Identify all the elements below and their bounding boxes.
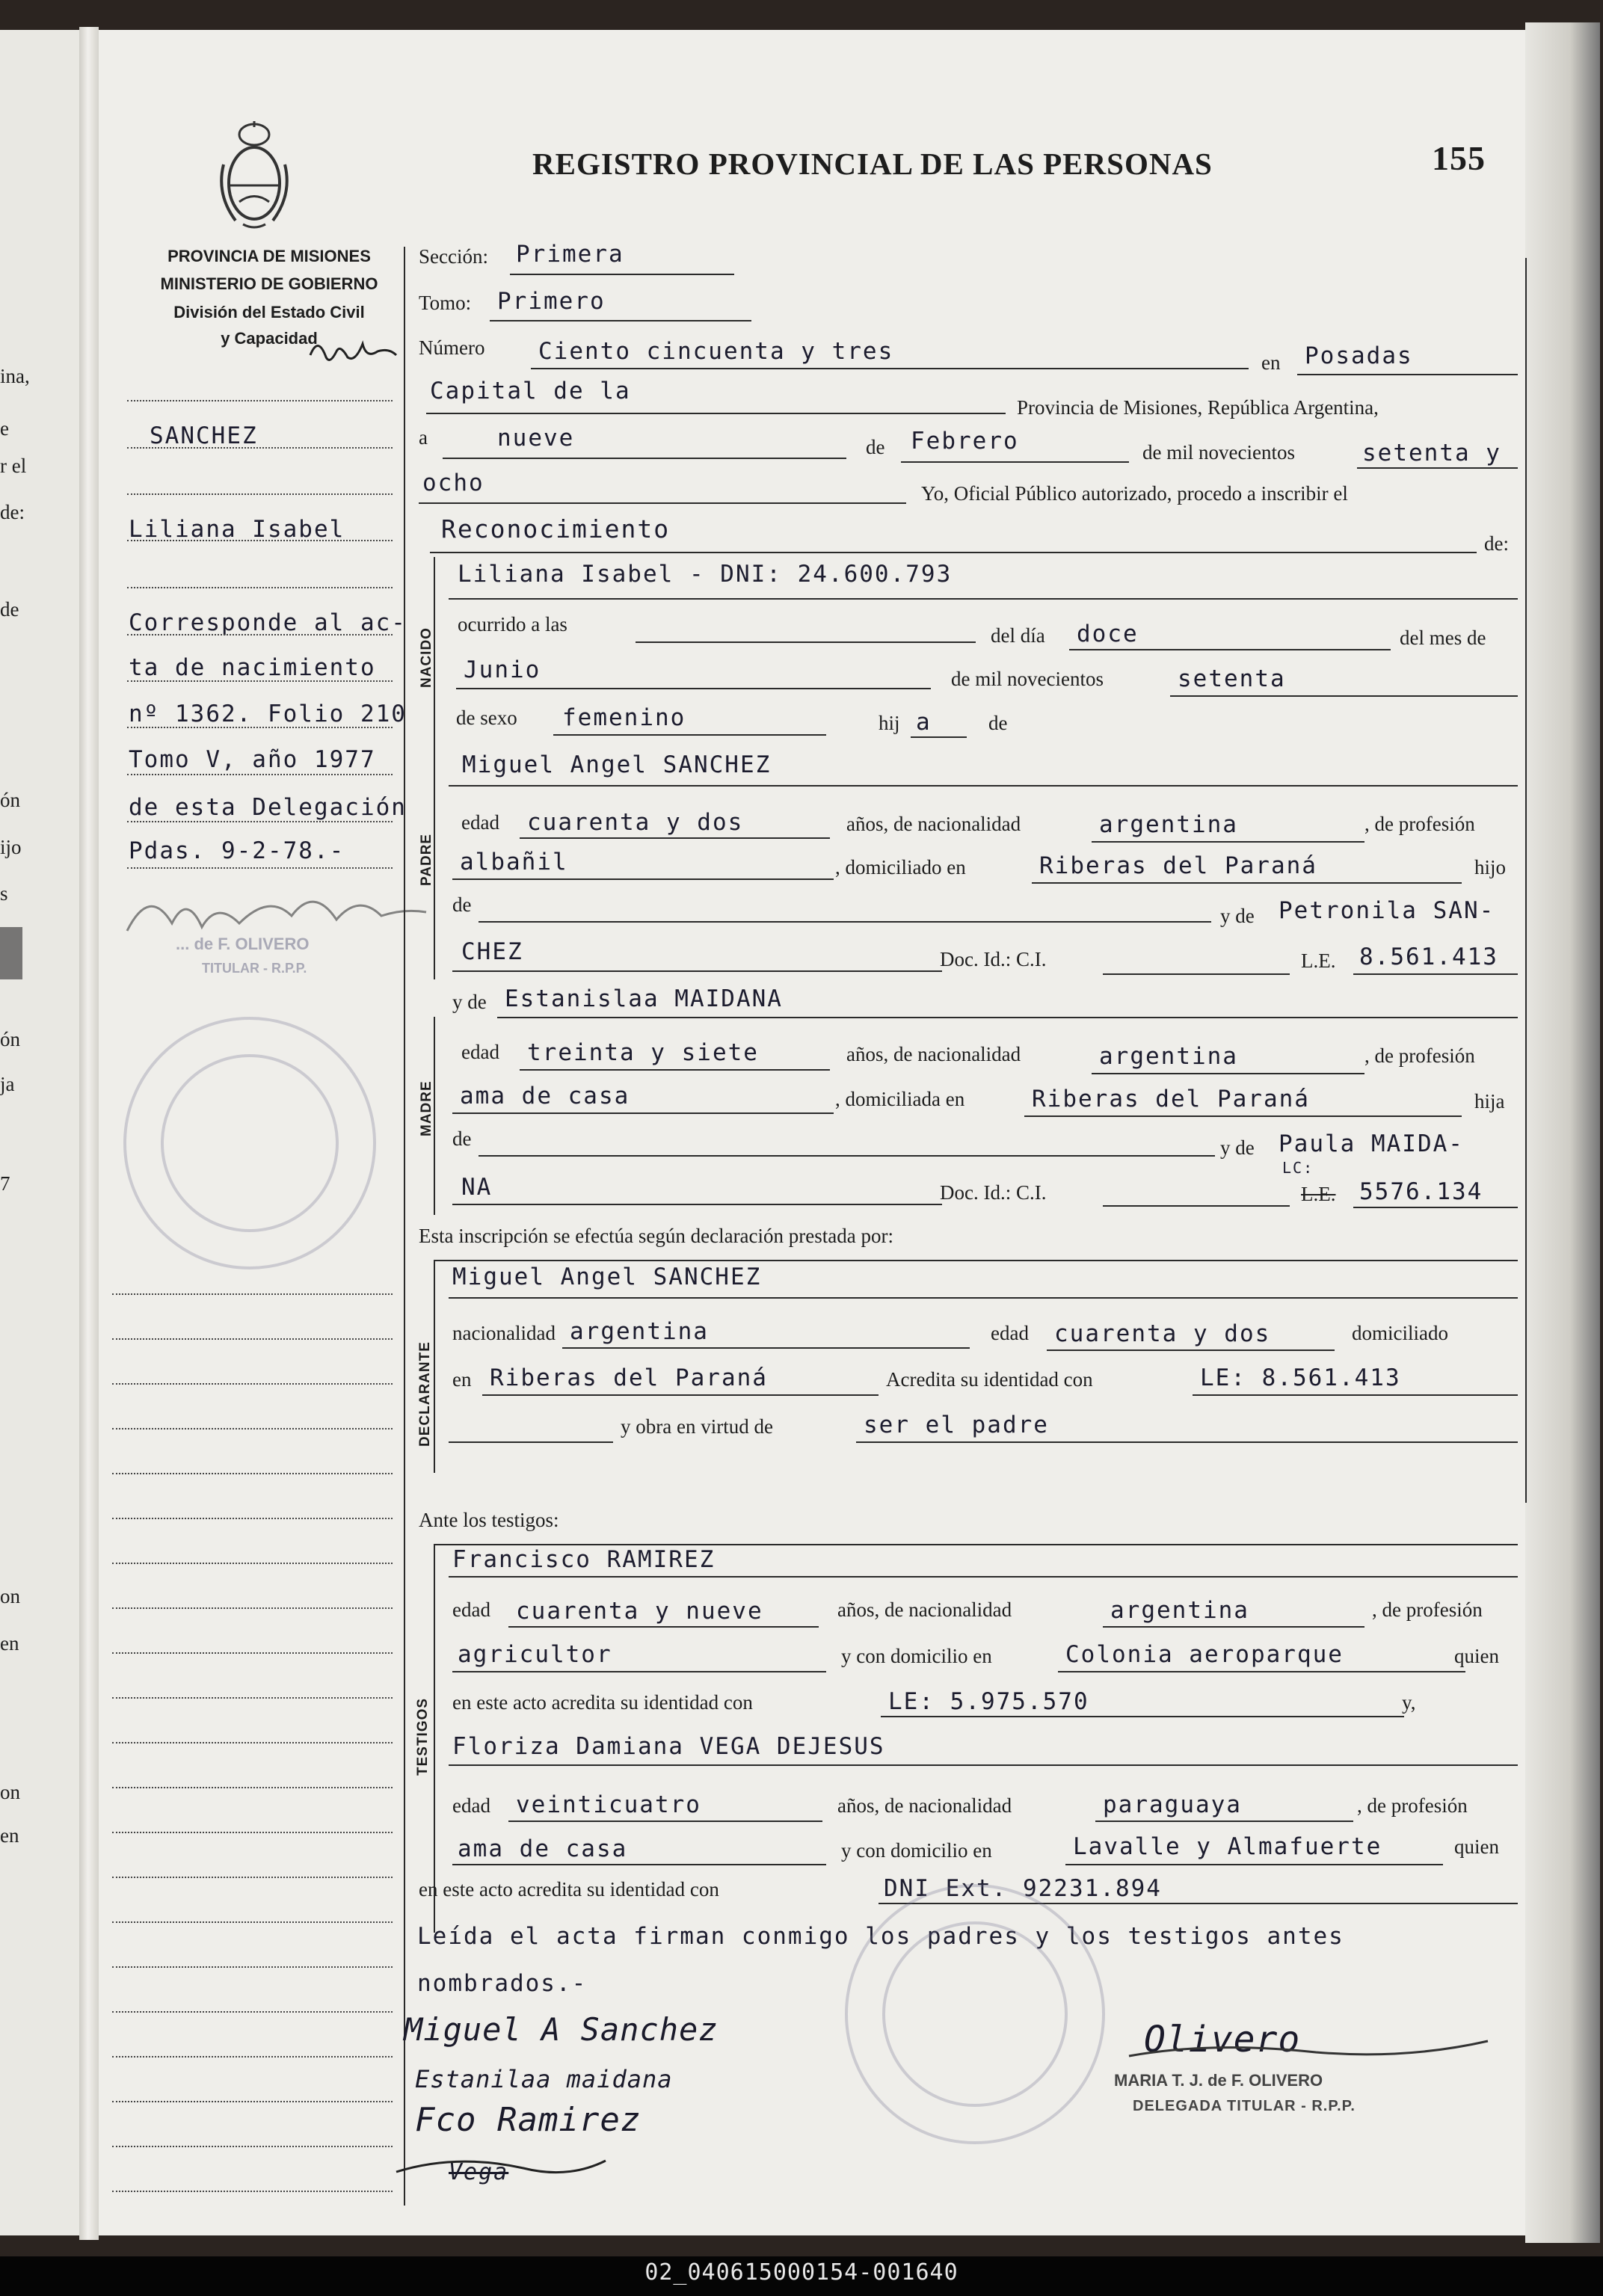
madre-madre-de-cont: NA <box>461 1174 493 1201</box>
madre-de-label: de <box>452 1127 472 1150</box>
de-sexo-label: de sexo <box>456 707 517 729</box>
padre-edad-label: edad <box>461 811 499 834</box>
division-label: División del Estado Civil <box>173 303 365 321</box>
padre-profesion-label: , de profesión <box>1364 813 1475 835</box>
madre-nombre: Estanislaa MAIDANA <box>505 985 783 1012</box>
testigo1-acredita-label: en este acto acredita su identidad con <box>452 1691 753 1714</box>
madre-y-de-label2: y de <box>1220 1136 1255 1159</box>
declarante-nombre: Miguel Angel SANCHEZ <box>452 1264 762 1290</box>
numero-value: Ciento cincuenta y tres <box>538 338 894 365</box>
padre-nacionalidad: argentina <box>1099 811 1238 838</box>
madre-anos-label: años, de nacionalidad <box>846 1043 1021 1065</box>
nombre-value: Liliana Isabel - DNI: 24.600.793 <box>458 561 953 588</box>
lugar-value: Posadas <box>1305 342 1413 369</box>
fragment: en <box>0 1632 19 1655</box>
madre-edad-label: edad <box>461 1041 499 1063</box>
madre-domicilio-label: , domiciliada en <box>835 1088 965 1110</box>
declarante-en-label: en <box>452 1368 472 1391</box>
madre-profesion-label: , de profesión <box>1364 1044 1475 1067</box>
page-edge <box>1525 22 1600 2243</box>
testigo2-profesion: ama de casa <box>458 1835 628 1862</box>
left-page <box>0 30 88 2235</box>
testigo2-profesion-label: , de profesión <box>1357 1794 1468 1817</box>
madre-le-prefix: LC: <box>1282 1159 1314 1177</box>
testigo1-y-label: y, <box>1402 1691 1416 1714</box>
official-signature-stroke <box>1122 2011 1495 2071</box>
testigo1-domicilio: Colonia aeroparque <box>1065 1641 1344 1668</box>
margin-note-line: de esta Delegación <box>129 794 407 821</box>
province-label: PROVINCIA DE MISIONES <box>167 247 371 265</box>
anio-value: setenta y <box>1362 440 1501 467</box>
testigo2-anos-label: años, de nacionalidad <box>837 1794 1012 1817</box>
fragment: ina, <box>0 365 30 387</box>
seccion-value: Primera <box>516 241 624 268</box>
fragment: ón <box>0 789 20 811</box>
mes-value: Febrero <box>911 428 1019 455</box>
testigo1-domicilio-label: y con domicilio en <box>841 1645 992 1667</box>
signature-testigo: Fco Ramirez <box>415 2101 641 2139</box>
madre-nacionalidad: argentina <box>1099 1043 1238 1070</box>
de-label: de <box>988 712 1008 734</box>
declarante-documento: LE: 8.561.413 <box>1200 1364 1401 1391</box>
testigo1-documento: LE: 5.975.570 <box>888 1688 1089 1715</box>
padre-y-de-label: y de <box>1220 905 1255 927</box>
official-name: MARIA T. J. de F. OLIVERO <box>1114 2071 1323 2090</box>
margin-stamp-title: TITULAR - R.P.P. <box>202 961 307 976</box>
fragment: ja <box>0 1073 15 1095</box>
declarante-domiciliado-label: domiciliado <box>1352 1322 1448 1344</box>
madre-profesion: ama de casa <box>460 1083 630 1109</box>
anio-nac-value: setenta <box>1178 665 1286 692</box>
margin-note-line: Tomo V, año 1977 <box>129 746 376 773</box>
margin-note-line: ta de nacimiento <box>129 654 376 681</box>
padre-de-label: de <box>452 893 472 916</box>
declarante-edad: cuarenta y dos <box>1054 1320 1271 1347</box>
dia-nac-value: doce <box>1077 621 1139 647</box>
fragment: on <box>0 1781 20 1803</box>
declarante-acredita-label: Acredita su identidad con <box>886 1368 1093 1391</box>
padre-le-label: L.E. <box>1301 950 1336 972</box>
declarante-virtud: ser el padre <box>864 1412 1049 1438</box>
document-title: REGISTRO PROVINCIAL DE LAS PERSONAS <box>532 147 1213 181</box>
padre-le-value: 8.561.413 <box>1359 944 1498 970</box>
esta-inscripcion-label: Esta inscripción se efectúa según declaración prestada por: <box>419 1225 893 1247</box>
numero-label: Número <box>419 336 485 359</box>
a-label: a <box>419 426 428 449</box>
padre-madre-de: Petronila SAN- <box>1279 897 1495 924</box>
padre-nombre: Miguel Angel SANCHEZ <box>462 751 772 778</box>
fragment: 7 <box>0 1172 10 1195</box>
anio-cont-value: ocho <box>422 470 484 496</box>
initials-signature <box>307 329 404 374</box>
madre-y-de-label: y de <box>452 991 487 1013</box>
official-signature: Olivero <box>1144 2019 1301 2060</box>
padre-domicilio: Riberas del Paraná <box>1039 852 1317 879</box>
ocurrido-label: ocurrido a las <box>458 613 567 635</box>
fragment: on <box>0 1585 20 1607</box>
margin-note-line: nº 1362. Folio 210 <box>129 701 407 727</box>
provincia-label: Provincia de Misiones, República Argentina, <box>1017 396 1379 419</box>
padre-doc-label: Doc. Id.: C.I. <box>940 948 1047 970</box>
declarante-nac-label: nacionalidad <box>452 1322 556 1344</box>
testigo2-documento: DNI Ext. 92231.894 <box>884 1875 1162 1902</box>
declarante-obra-label: y obra en virtud de <box>621 1415 773 1438</box>
padre-edad: cuarenta y dos <box>527 809 744 836</box>
testigo1-edad-label: edad <box>452 1598 490 1621</box>
fragment: e <box>0 417 9 440</box>
padre-label: PADRE <box>419 833 434 886</box>
margin-stamp-name: ... de F. OLIVERO <box>176 935 310 953</box>
padre-profesion: albañil <box>460 849 568 875</box>
madre-edad: treinta y siete <box>527 1039 759 1066</box>
closing-line1: Leída el acta firman conmigo los padres y los testigos antes <box>417 1923 1344 1950</box>
signature-testigo2: Vega <box>449 2159 509 2185</box>
testigo2-edad: veinticuatro <box>516 1791 701 1818</box>
declarante-nacionalidad: argentina <box>570 1318 709 1345</box>
padre-domicilio-label: , domiciliado en <box>835 856 966 878</box>
testigo2-nombre: Floriza Damiana VEGA DEJESUS <box>452 1733 885 1760</box>
de-colon-label: de: <box>1484 532 1509 555</box>
signature-padre: Miguel A Sanchez <box>404 2011 719 2048</box>
testigo2-nacionalidad: paraguaya <box>1103 1791 1242 1818</box>
testigo1-edad: cuarenta y nueve <box>516 1598 763 1625</box>
declarante-domicilio: Riberas del Paraná <box>490 1364 768 1391</box>
madre-domicilio: Riberas del Paraná <box>1032 1086 1310 1112</box>
margin-surname: SANCHEZ <box>150 422 258 449</box>
page-number: 155 <box>1432 139 1486 177</box>
madre-le-label: L.E. <box>1301 1183 1336 1205</box>
hij-suffix-value: a <box>916 709 932 736</box>
padre-hijo-label: hijo <box>1474 856 1507 878</box>
fragment: en <box>0 1824 19 1847</box>
fragment: de: <box>0 501 25 523</box>
fragment: ón <box>0 1028 20 1050</box>
signature-flourish <box>389 2138 613 2191</box>
padre-anos-label: años, de nacionalidad <box>846 813 1021 835</box>
testigo2-acredita-label: en este acto acredita su identidad con <box>419 1878 719 1900</box>
fragment: ijo <box>0 836 22 858</box>
de-mil-label: de mil novecientos <box>1142 441 1295 464</box>
tomo-value: Primero <box>497 288 606 315</box>
yo-label: Yo, Oficial Público autorizado, procedo a inscribir el <box>921 482 1348 505</box>
smudge <box>0 927 22 979</box>
testigo2-quien-label: quien <box>1454 1835 1499 1858</box>
madre-hija-label: hija <box>1474 1090 1505 1112</box>
ante-testigos-label: Ante los testigos: <box>419 1509 559 1531</box>
madre-doc-label: Doc. Id.: C.I. <box>940 1181 1047 1204</box>
en-label: en <box>1261 351 1281 374</box>
testigo2-domicilio-label: y con domicilio en <box>841 1839 992 1862</box>
testigo1-nacionalidad: argentina <box>1110 1597 1249 1624</box>
tipo-value: Reconocimiento <box>441 514 671 544</box>
testigo2-domicilio: Lavalle y Almafuerte <box>1073 1833 1382 1860</box>
capacidad-label: y Capacidad <box>221 329 318 348</box>
central-seal-inner <box>882 1921 1068 2107</box>
coat-of-arms-icon <box>213 120 295 232</box>
margin-given-names: Liliana Isabel <box>129 516 345 543</box>
image-id: 02_040615000154-001640 <box>644 2259 959 2286</box>
declarante-edad-label: edad <box>991 1322 1029 1344</box>
testigo1-nombre: Francisco RAMIREZ <box>452 1546 716 1573</box>
column-divider <box>404 247 405 2206</box>
madre-label: MADRE <box>419 1080 434 1136</box>
madre-le-value: 5576.134 <box>1359 1178 1483 1205</box>
margin-seal-inner <box>161 1054 339 1232</box>
nacido-label: NACIDO <box>419 627 434 688</box>
mes-nac-value: Junio <box>464 656 541 683</box>
del-dia-label: del día <box>991 624 1045 647</box>
madre-madre-de: Paula MAIDA- <box>1279 1130 1464 1157</box>
official-title: DELEGADA TITULAR - R.P.P. <box>1133 2098 1356 2114</box>
hij-label: hij <box>879 712 900 734</box>
fragment: r el <box>0 455 27 477</box>
del-mes-label: del mes de <box>1400 627 1486 649</box>
tomo-label: Tomo: <box>419 292 472 314</box>
de-mil-nov-label: de mil novecientos <box>951 668 1104 690</box>
padre-madre-de-cont: CHEZ <box>461 938 523 965</box>
right-border <box>1525 258 1527 1503</box>
testigos-label: TESTIGOS <box>415 1697 431 1776</box>
sexo-value: femenino <box>562 704 686 731</box>
signature-madre: Estanilaa maidana <box>415 2065 673 2093</box>
de-mes-label: de <box>866 436 885 458</box>
book-spine <box>79 27 99 2240</box>
dia-value: nueve <box>497 425 575 452</box>
closing-line2: nombrados.- <box>417 1970 588 1997</box>
lugar-cont-value: Capital de la <box>430 378 631 404</box>
testigo1-quien-label: quien <box>1454 1645 1499 1667</box>
testigo1-profesion: agricultor <box>458 1641 612 1668</box>
testigo1-anos-label: años, de nacionalidad <box>837 1598 1012 1621</box>
margin-note-line: Corresponde al ac- <box>129 609 407 636</box>
declarante-label: DECLARANTE <box>417 1341 433 1447</box>
ministry-label: MINISTERIO DE GOBIERNO <box>160 274 378 293</box>
seccion-label: Sección: <box>419 245 488 268</box>
fragment: de <box>0 598 19 621</box>
testigo1-profesion-label: , de profesión <box>1372 1598 1483 1621</box>
testigo2-edad-label: edad <box>452 1794 490 1817</box>
fragment: s <box>0 882 8 905</box>
margin-note-line: Pdas. 9-2-78.- <box>129 837 345 864</box>
